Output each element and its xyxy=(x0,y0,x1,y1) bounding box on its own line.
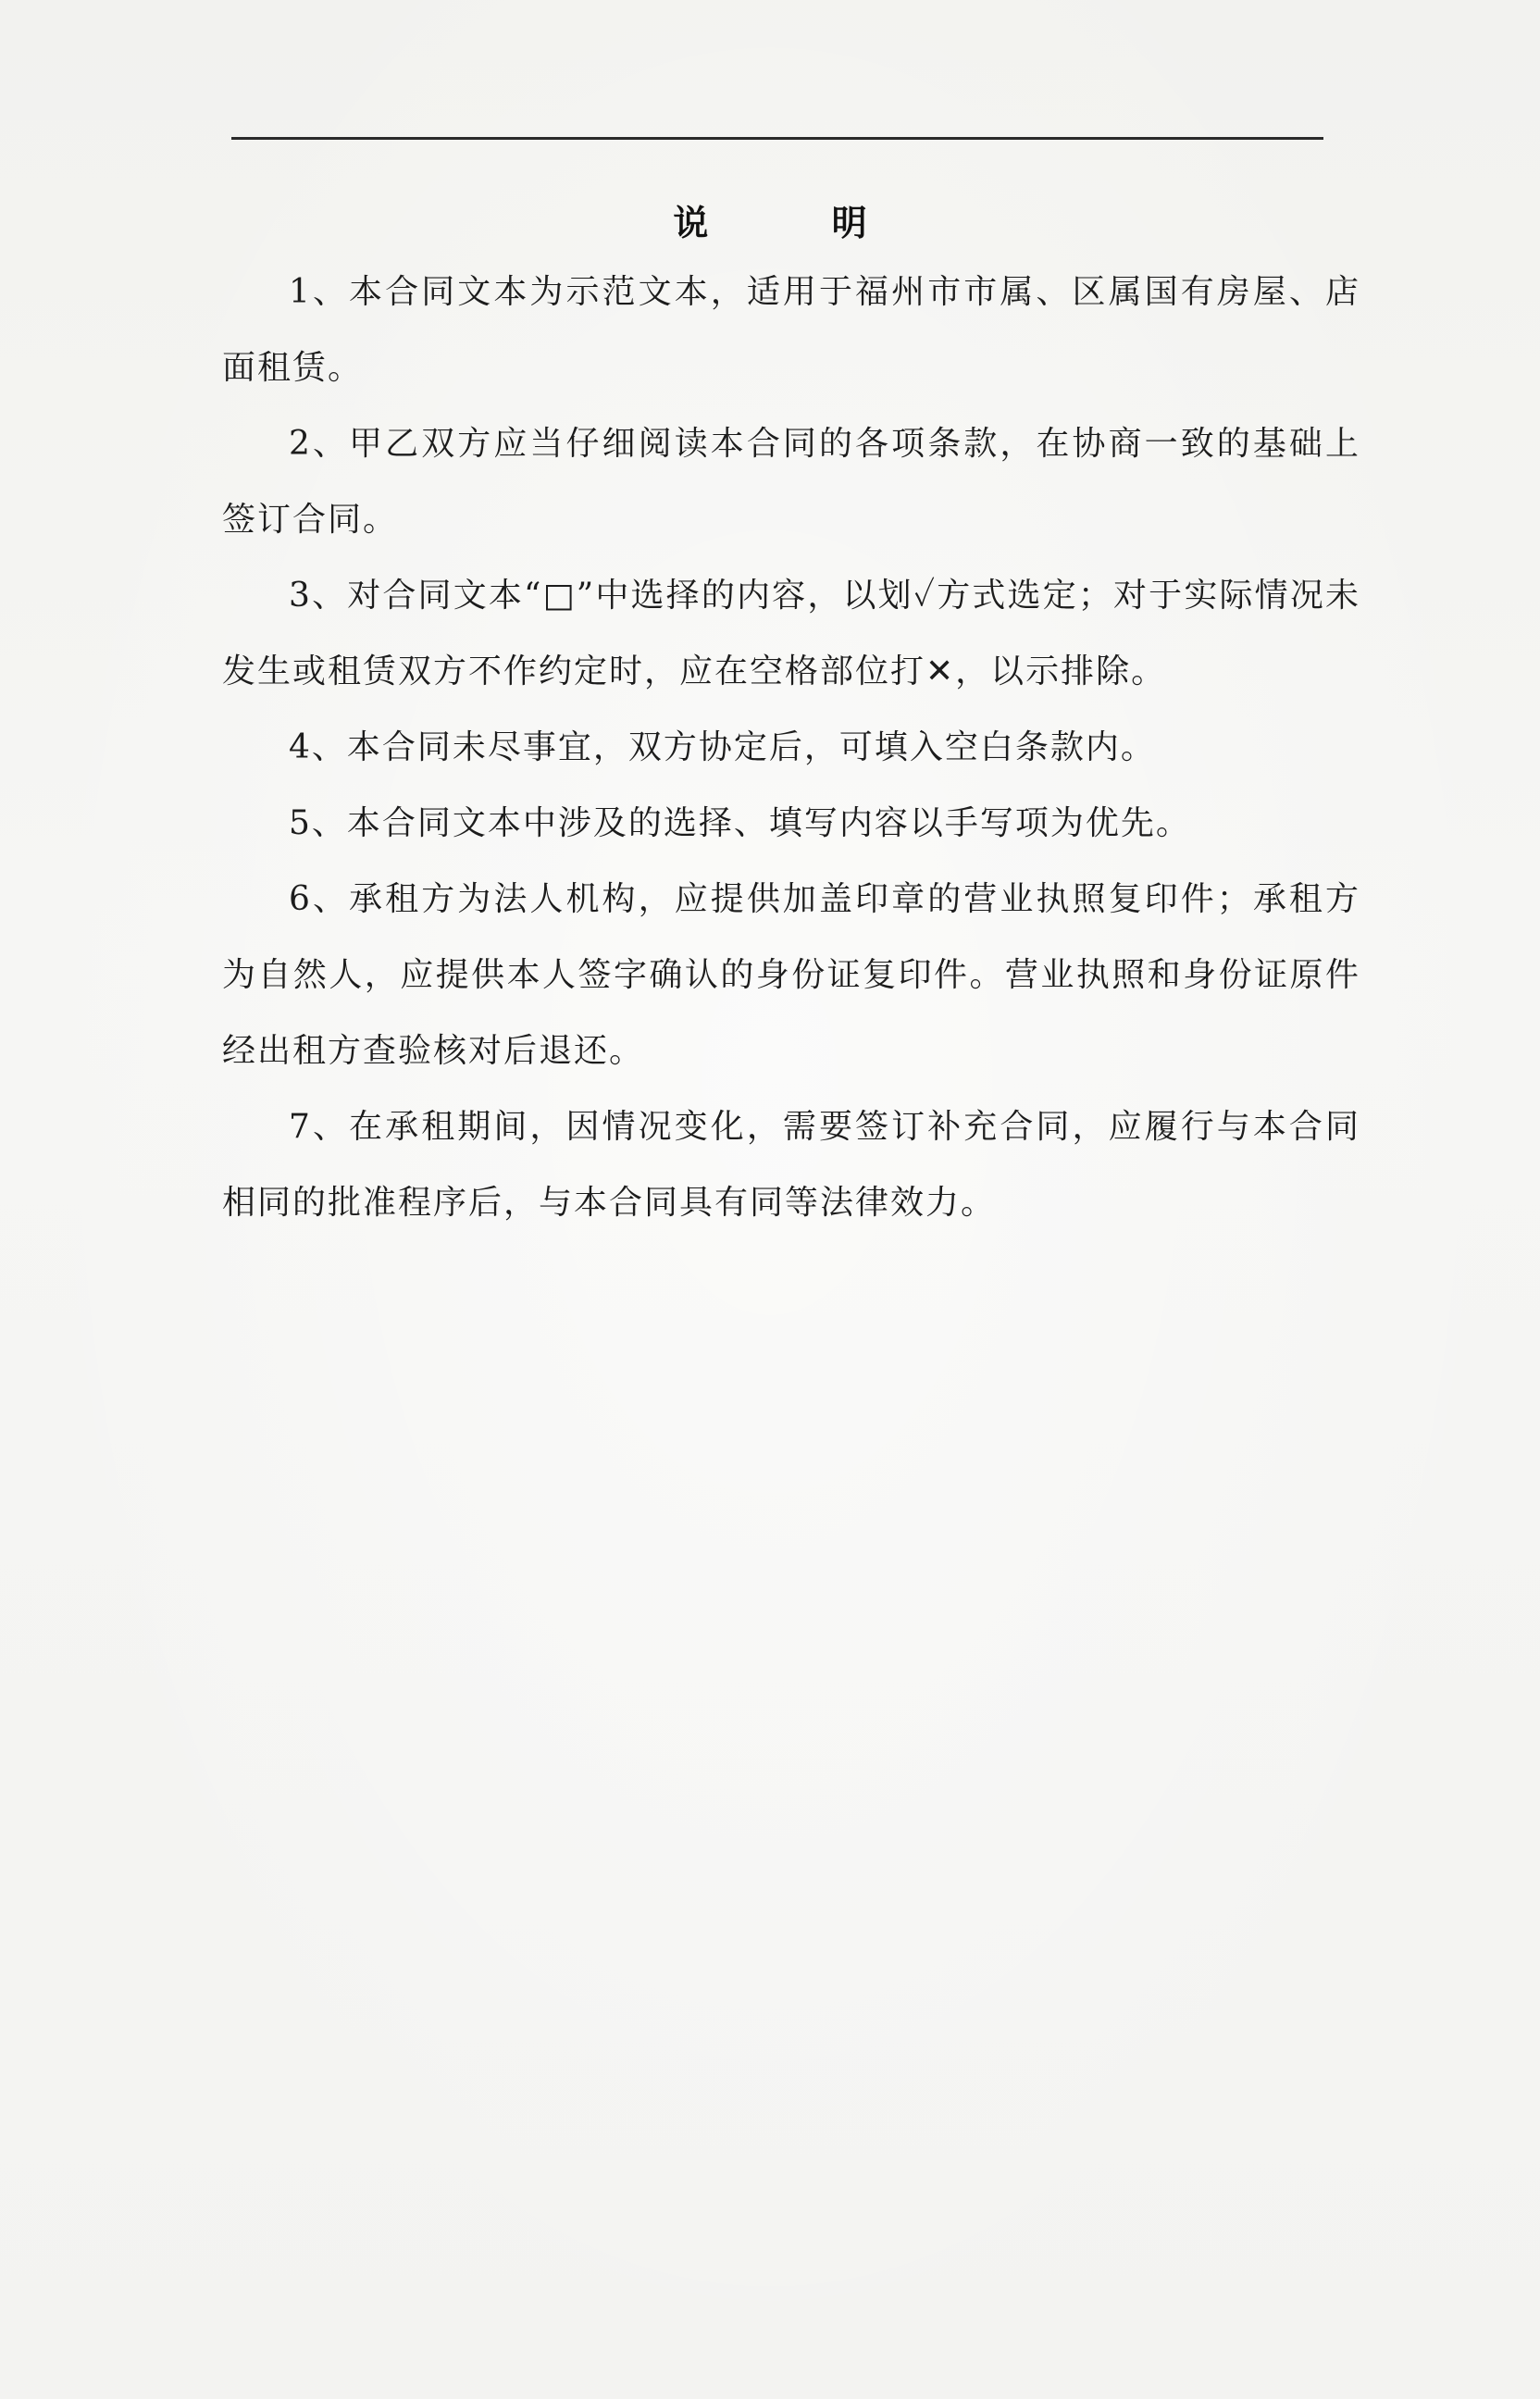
note-item-5: 5、本合同文本中涉及的选择、填写内容以手写项为优先。 xyxy=(289,804,1191,842)
top-horizontal-rule xyxy=(231,137,1323,140)
page-title: 说 明 xyxy=(673,203,923,243)
note-item-6: 6、承租方为法人机构，应提供加盖印章的营业执照复印件；承租方为自然人，应提供本人签字确认的身份证复印件。营业执照和身份证原件经出租方查验核对后退还。 xyxy=(222,880,1360,1070)
note-item-7: 7、在承租期间，因情况变化，需要签订补充合同，应履行与本合同相同的批准程序后，与本合同具有同等法律效力。 xyxy=(222,1108,1360,1222)
notes-list xyxy=(222,255,1360,1241)
note-item-2: 2、甲乙双方应当仔细阅读本合同的各项条款，在协商一致的基础上签订合同。 xyxy=(222,425,1360,539)
note-item-1: 1、本合同文本为示范文本，适用于福州市市属、区属国有房屋、店面租赁。 xyxy=(222,273,1360,387)
note-item-3: 3、对合同文本“□”中选择的内容，以划✓方式选定；对于实际情况未发生或租赁双方不作约定时，应在空格部位打✕，以示排除。 xyxy=(222,577,1360,690)
note-item-4: 4、本合同未尽事宜，双方协定后，可填入空白条款内。 xyxy=(289,728,1156,766)
